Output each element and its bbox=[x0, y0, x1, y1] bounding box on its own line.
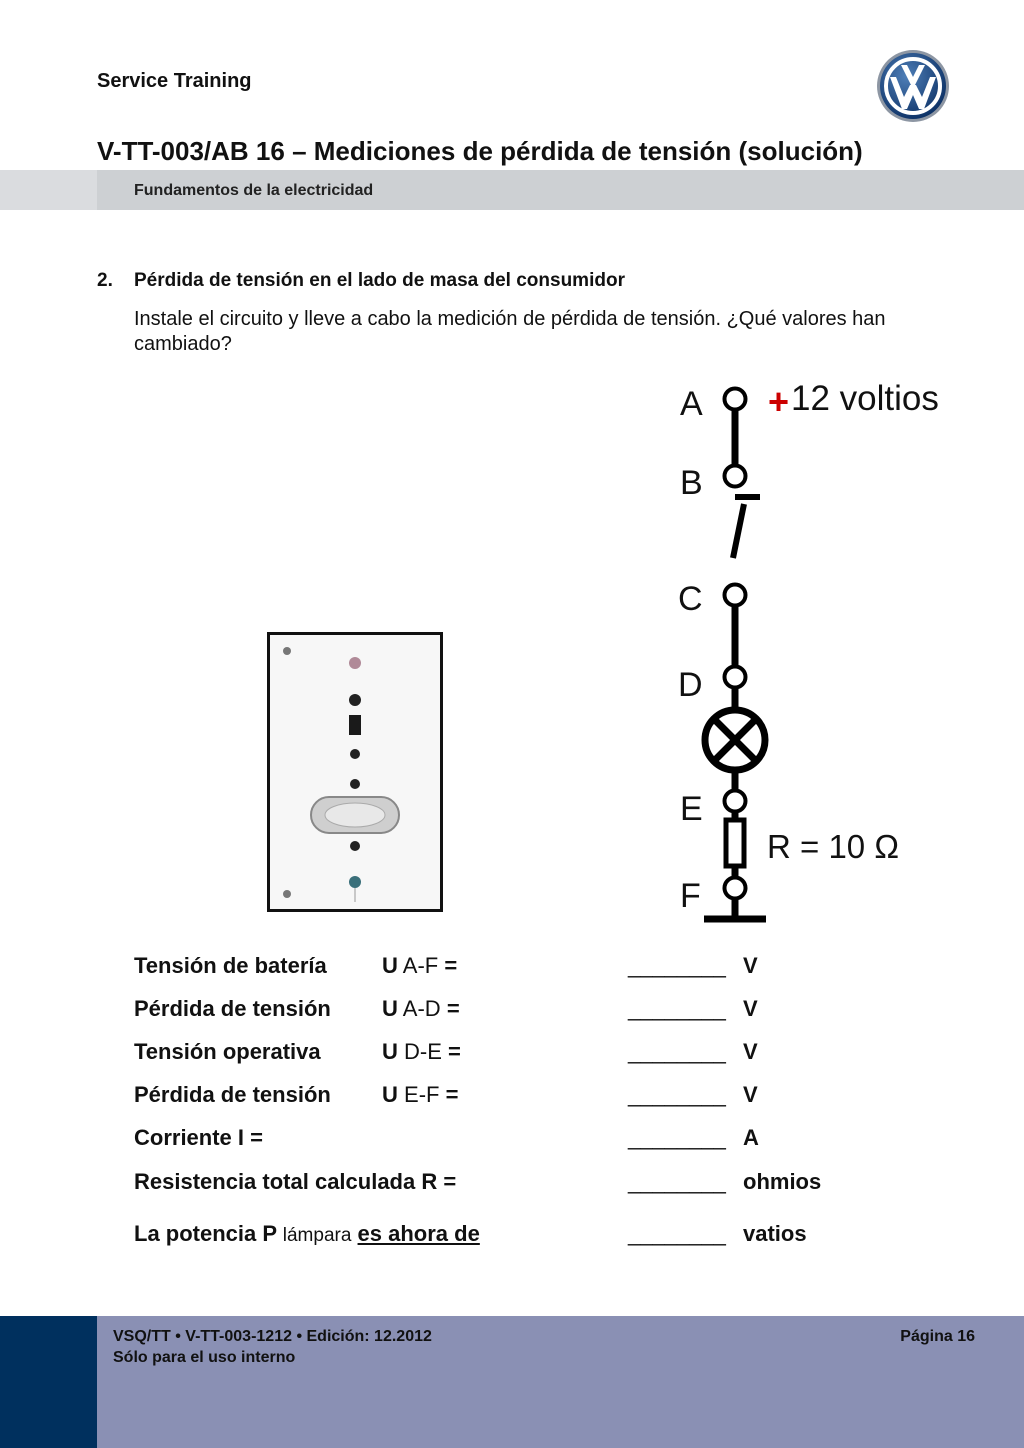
measurement-row bbox=[0, 996, 1024, 1026]
answer-blank: ________ bbox=[628, 1125, 726, 1150]
header-label: Service Training bbox=[97, 70, 252, 92]
lamp-icon bbox=[705, 710, 765, 770]
answer-blank: ________ bbox=[628, 996, 726, 1021]
node-c bbox=[725, 585, 746, 606]
plus-sign: + bbox=[768, 381, 790, 422]
footer bbox=[0, 1316, 1024, 1448]
measurement-unit: ohmios bbox=[743, 1169, 822, 1194]
node-a bbox=[725, 389, 746, 410]
label-b: B bbox=[680, 464, 703, 502]
switch-blade bbox=[733, 504, 744, 558]
page-number: Página 16 bbox=[900, 1328, 975, 1345]
measurement-row bbox=[0, 1125, 1024, 1155]
question-number: 2. bbox=[97, 270, 113, 291]
subtitle-text: Fundamentos de la electricidad bbox=[134, 182, 374, 199]
measurement-row bbox=[0, 1039, 1024, 1069]
footer-document-info: VSQ/TT • V-TT-003-1212 • Edición: 12.2012 bbox=[113, 1328, 432, 1345]
measurement-label: Tensión de batería bbox=[134, 953, 327, 978]
measurement-label: Corriente I = bbox=[134, 1125, 263, 1150]
measurement-row bbox=[0, 953, 1024, 983]
footer-internal-use: Sólo para el uso interno bbox=[113, 1349, 296, 1366]
measurement-label: Pérdida de tensión bbox=[134, 1082, 331, 1107]
measurement-label: Pérdida de tensión bbox=[134, 996, 331, 1021]
voltage-label: 12 voltios bbox=[791, 379, 939, 418]
measurement-label: Resistencia total calculada R = bbox=[134, 1169, 457, 1194]
label-a: A bbox=[680, 385, 703, 423]
document-title: V-TT-003/AB 16 – Mediciones de pérdida de tensión (solución) bbox=[97, 136, 863, 166]
measurement-formula: U A-D = bbox=[382, 996, 460, 1021]
label-c: C bbox=[678, 580, 703, 618]
power-row bbox=[0, 1221, 1024, 1251]
answer-blank: ________ bbox=[628, 1082, 726, 1107]
node-e bbox=[725, 791, 746, 812]
label-e: E bbox=[680, 790, 703, 828]
measurement-row bbox=[0, 1169, 1024, 1199]
circuit-diagram bbox=[660, 370, 960, 940]
answer-blank: ________ bbox=[628, 1039, 726, 1064]
node-b bbox=[725, 466, 746, 487]
test-board-photo bbox=[267, 632, 443, 912]
measurement-unit: V bbox=[743, 1082, 758, 1107]
node-f bbox=[725, 878, 746, 899]
node-d bbox=[725, 667, 746, 688]
measurement-formula: U E-F = bbox=[382, 1082, 459, 1107]
question-text: Instale el circuito y lleve a cabo la medición de pérdida de tensión. ¿Qué valores han cambiado? bbox=[134, 308, 886, 355]
answer-blank: ________ bbox=[628, 1169, 726, 1194]
power-label: La potencia P lámpara es ahora de bbox=[134, 1221, 480, 1246]
subtitle-bar-strip bbox=[0, 170, 97, 210]
label-f: F bbox=[680, 877, 701, 915]
measurement-row bbox=[0, 1082, 1024, 1112]
measurement-unit: V bbox=[743, 953, 758, 978]
measurement-formula: U A-F = bbox=[382, 953, 458, 978]
answer-blank: ________ bbox=[628, 1221, 726, 1246]
vw-logo-icon bbox=[876, 49, 950, 123]
label-d: D bbox=[678, 666, 703, 704]
footer-dark-strip bbox=[0, 1316, 97, 1448]
measurement-unit: A bbox=[743, 1125, 759, 1150]
answer-blank: ________ bbox=[628, 953, 726, 978]
measurement-formula: U D-E = bbox=[382, 1039, 461, 1064]
measurement-unit: V bbox=[743, 1039, 758, 1064]
subtitle-bar bbox=[0, 170, 1024, 210]
resistance-label: R = 10 Ω bbox=[767, 828, 899, 865]
power-unit: vatios bbox=[743, 1221, 807, 1246]
measurement-unit: V bbox=[743, 996, 758, 1021]
measurement-label: Tensión operativa bbox=[134, 1039, 321, 1064]
resistor-symbol bbox=[726, 820, 744, 866]
question-title: Pérdida de tensión en el lado de masa del consumidor bbox=[134, 270, 625, 291]
